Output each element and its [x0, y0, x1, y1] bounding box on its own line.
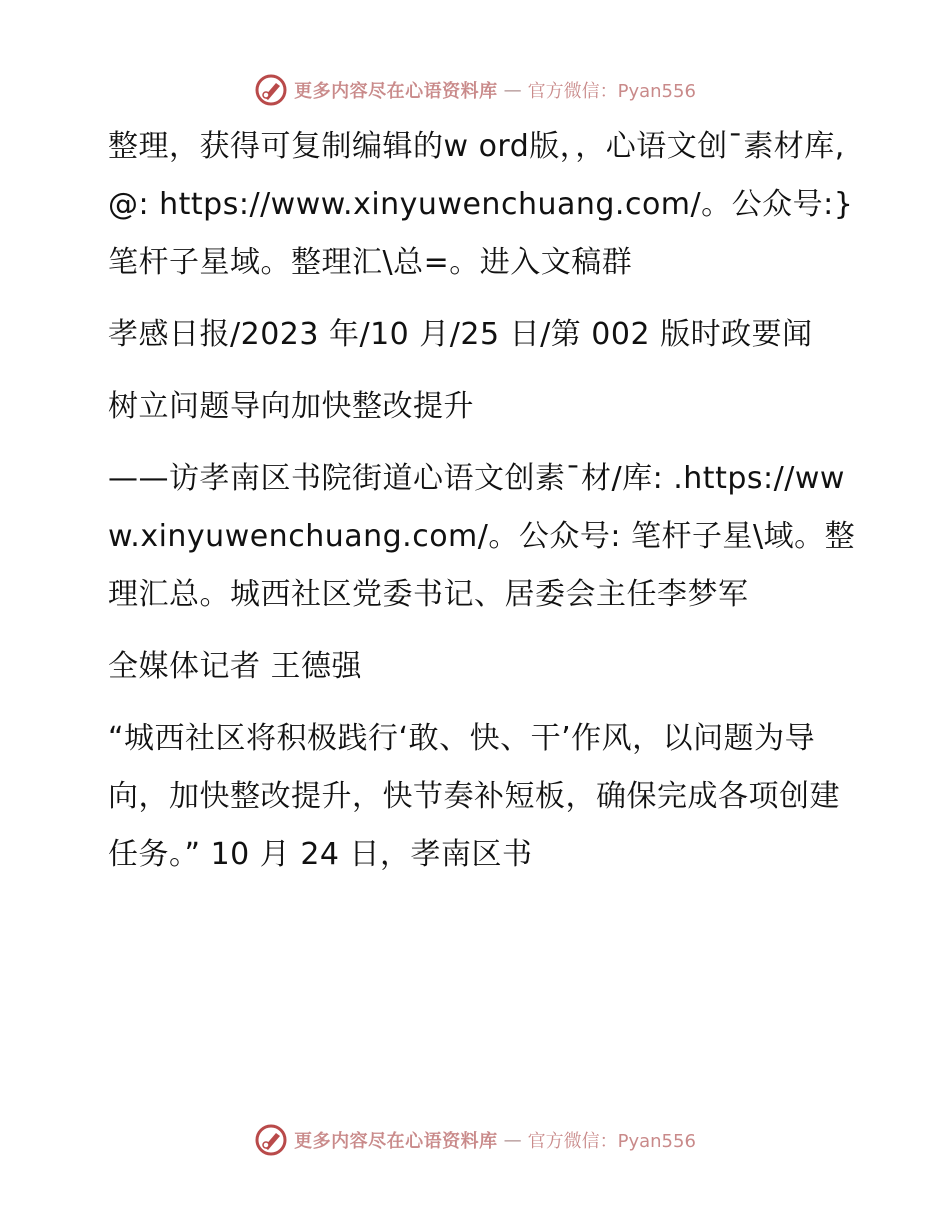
- article-subtitle: ——访孝南区书院街道心语文创素¯材/库: .https://www.xinyuwenchuang.com/。公众号: 笔杆子星\域。整理汇总。城西社区党委书记、居委会主任李梦军: [108, 461, 856, 612]
- paragraph-source: 孝感日报/2023 年/10 月/25 日/第 002 版时政要闻: [108, 317, 813, 352]
- article-byline: 全媒体记者 王德强: [108, 649, 363, 684]
- watermark-contact: 官方微信：Pyan556: [527, 1131, 696, 1152]
- watermark-text: 更多内容尽在心语资料库: [294, 1131, 498, 1152]
- header-watermark: [0, 70, 950, 110]
- pen-seal-icon: [254, 1123, 288, 1157]
- document-body: [98, 118, 858, 898]
- watermark-contact: 官方微信：Pyan556: [527, 81, 696, 102]
- footer-watermark: [0, 1120, 950, 1160]
- article-title: 树立问题导向加快整改提升: [108, 389, 474, 424]
- paragraph-body: “城西社区将积极践行‘敢、快、干’作风，以问题为导向，加快整改提升，快节奏补短板，确保完成各项创建任务。” 10 月 24 日，孝南区书: [108, 721, 840, 872]
- paragraph-intro: 整理，获得可复制编辑的w ord版，，心语文创¯素材库,@: https://www.xinyuwenchuang.com/。公众号:}笔杆子星域。整理汇\总=。进入文稿群: [108, 129, 854, 280]
- watermark-text: 更多内容尽在心语资料库: [294, 81, 498, 102]
- watermark-dash: —: [503, 1129, 522, 1151]
- pen-seal-icon: [254, 73, 288, 107]
- watermark-dash: —: [503, 79, 522, 101]
